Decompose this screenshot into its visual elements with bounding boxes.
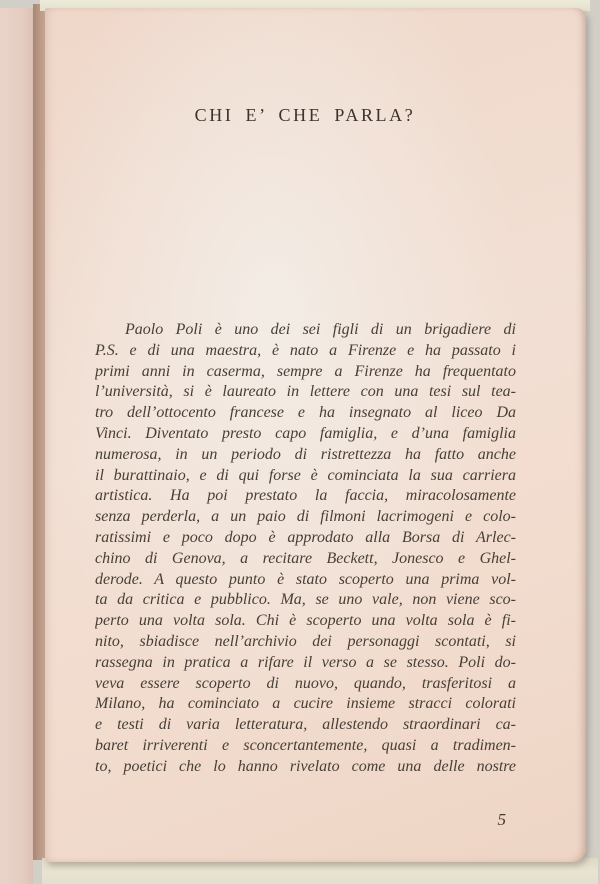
page-number: 5 (497, 810, 506, 829)
text-line: senza perderla, a un paio di filmoni lacrimogeni e colo- (95, 508, 516, 526)
text-line: rassegna in pratica a rifare il verso a se stesso. Poli do- (95, 653, 516, 671)
adjacent-page-edge (0, 8, 33, 884)
text-line: l’università, si è laureato in lettere con una tesi sul tea- (95, 383, 516, 401)
text-line: Vinci. Diventato presto capo famiglia, e d’una famiglia (95, 424, 516, 442)
text-line: primi anni in caserma, sempre a Firenze ha frequentato (95, 362, 516, 380)
text-line: numerosa, in un periodo di ristrettezza ha fatto anche (95, 445, 516, 463)
text-line: veva essere scoperto di nuovo, quando, trasferitosi a (95, 674, 516, 692)
text-line: il burattinaio, e di qui forse è cominciata la sua carriera (95, 466, 516, 484)
text-line: e testi di varia letteratura, allestendo straordinari ca- (95, 716, 516, 734)
body-text (95, 320, 516, 778)
text-line: perto una volta sola. Chi è scoperto una volta sola è fi- (95, 612, 516, 630)
page-title: CHI E’ CHE PARLA? (194, 105, 416, 125)
book-page (45, 8, 586, 862)
text-line: Milano, ha cominciato a cucire insieme stracci colorati (95, 695, 516, 713)
text-line: ratissimi e poco dopo è approdato alla Borsa di Arlec- (95, 528, 516, 546)
text-line: P.S. e di una maestra, è nato a Firenze e ha passato i (95, 341, 516, 359)
text-line: nito, sbiadisce nell’archivio dei personaggi scontati, si (95, 632, 516, 650)
text-line: chino di Genova, a recitare Beckett, Jonesco e Ghel- (95, 549, 516, 567)
text-line: to, poetici che lo hanno rivelato come una delle nostre (95, 757, 516, 775)
text-line: artistica. Ha poi prestato la faccia, miracolosamente (95, 487, 516, 505)
text-line: tro dell’ottocento francese e ha insegnato al liceo Da (95, 404, 516, 422)
text-line: derode. A questo punto è stato scoperto una prima vol- (95, 570, 516, 588)
text-line: baret irriverenti e sconcertantemente, quasi a tradimen- (95, 736, 516, 754)
text-line: Paolo Poli è uno dei sei figli di un brigadiere di (125, 321, 516, 338)
text-line: ta da critica e pubblico. Ma, se uno vale, non viene sco- (95, 591, 516, 609)
